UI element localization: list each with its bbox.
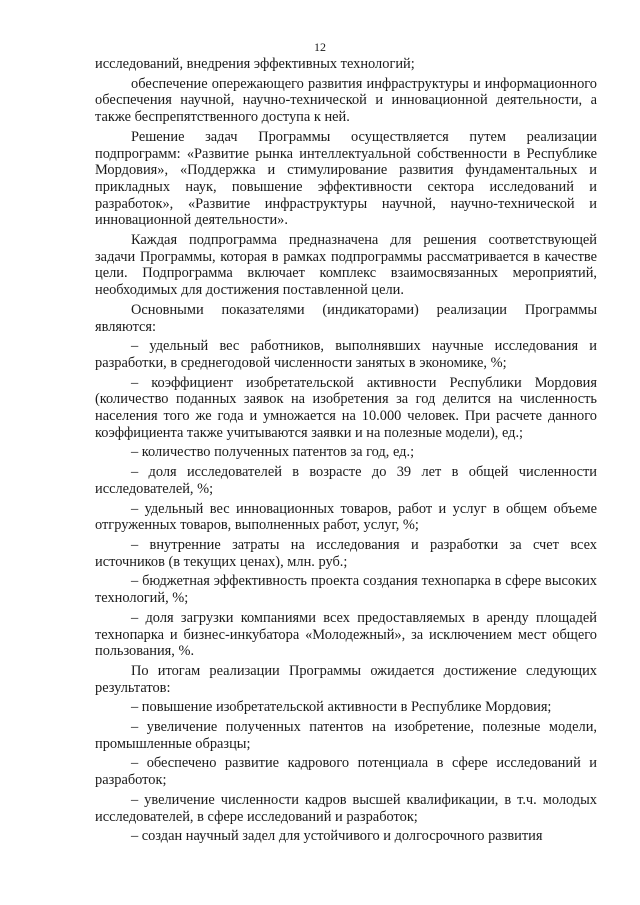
paragraph: Основными показателями (индикаторами) реализации Программы являются: — [95, 301, 597, 335]
paragraph: По итогам реализации Программы ожидается достижение следующих результатов: — [95, 662, 597, 696]
list-item: – количество полученных патентов за год, ед.; — [131, 444, 415, 461]
paragraph: Решение задач Программы осуществляется путем реализации подпрограмм: «Развитие рынка интеллектуальной собственности в Республике Мордовия», «Поддержка и стимулирование развития фундаментальных и прикладных наук, повышение эффективности сектора исследований и разработок», «Развитие инфраструктуры научной, научно-технической и инновационной деятельности». — [95, 128, 597, 229]
list-item: – бюджетная эффективность проекта создания технопарка в сфере высоких технологий, %; — [95, 573, 597, 607]
list-item: – создан научный задел для устойчивого и долгосрочного развития — [131, 828, 543, 845]
list-item: – коэффициент изобретательской активности Республики Мордовия (количество поданных заявок на изобретения за год делится на численность населения того же года и умножается на 10.000 человек. При расчете данного коэффициента также учитываются заявки и на полезные модели), ед.; — [95, 374, 597, 441]
list-item: – удельный вес инновационных товаров, работ и услуг в общем объеме отгруженных товаров, выполненных работ, услуг, %; — [95, 500, 597, 534]
paragraph: Каждая подпрограмма предназначена для решения соответствующей задачи Программы, которая в рамках подпрограммы рассматривается в качестве цели. Подпрограмма включает комплекс взаимосвязанных мероприятий, необходимых для достижения поставленной цели. — [95, 232, 597, 299]
list-item: – удельный вес работников, выполнявших научные исследования и разработки, в среднегодовой численности занятых в экономике, %; — [95, 338, 597, 371]
document-body — [95, 56, 597, 845]
page-number: 12 — [314, 40, 326, 54]
list-item: – увеличение полученных патентов на изобретение, полезные модели, промышленные образцы; — [95, 719, 597, 752]
paragraph: обеспечение опережающего развития инфраструктуры и информационного обеспечения научной, научно-технической и инновационной деятельности, а также беспрепятственного доступа к ней. — [95, 75, 597, 126]
list-item: – обеспечено развитие кадрового потенциала в сфере исследований и разработок; — [95, 755, 597, 789]
list-item: – увеличение численности кадров высшей квалификации, в т.ч. молодых исследователей, в сфере исследований и разработок; — [95, 791, 597, 825]
list-item: – доля загрузки компаниями всех предоставляемых в аренду площадей технопарка и бизнес-инкубатора «Молодежный», за исключением мест общего пользования, %. — [95, 609, 597, 660]
paragraph-continuation: исследований, внедрения эффективных технологий; — [95, 56, 415, 72]
list-item: – повышение изобретательской активности в Республике Мордовия; — [131, 699, 552, 716]
list-item: – доля исследователей в возрасте до 39 лет в общей численности исследователей, %; — [95, 464, 597, 497]
list-item: – внутренние затраты на исследования и разработки за счет всех источников (в текущих ценах), млн. руб.; — [95, 536, 597, 570]
